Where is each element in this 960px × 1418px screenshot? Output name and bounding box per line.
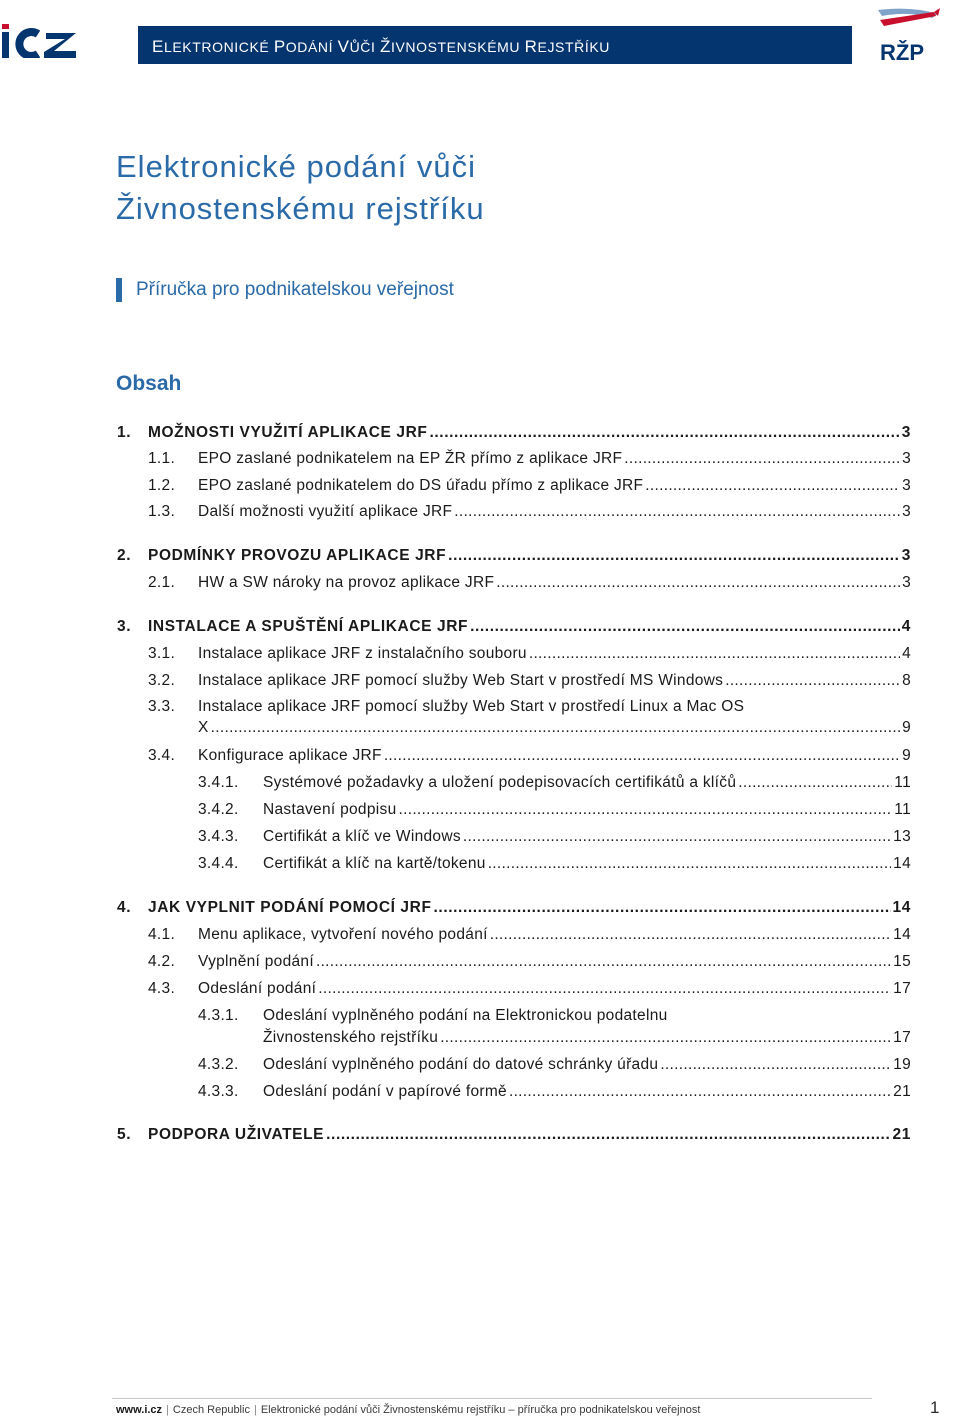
header-title-part: ŮČI [349,39,380,55]
toc-leader-dots [384,747,900,765]
toc-entry-title: Instalace aplikace JRF pomocí služby Web Start v prostředí MS Windows [198,672,724,689]
page-number: 1 [930,1398,940,1417]
toc-entry-page: 14 [893,855,911,872]
toc-entry-title: Další možnosti využití aplikace JRF [198,503,453,520]
toc-leader-dots [434,899,891,917]
toc-entry-title: Nastavení podpisu [263,801,397,818]
toc-entry-continuation[interactable] [263,1029,911,1047]
toc-entry-title: Konfigurace aplikace JRF [198,747,382,764]
toc-entry-number: 3.4. [148,747,176,764]
toc-leader-dots [624,450,900,468]
toc-leader-dots [660,1056,891,1074]
toc-entry-number: 3.4.1. [198,774,239,791]
rzp-logo [872,6,942,68]
toc-entry-title: Odeslání podání v papírové formě [263,1083,507,1100]
toc-entry-title: HW a SW nároky na provoz aplikace JRF [198,574,495,591]
toc-entry-title: Menu aplikace, vytvoření nového podání [198,926,488,943]
toc-entry-page: 11 [894,774,911,791]
toc-entry-page: 21 [892,1126,911,1143]
toc-entry-page: 11 [894,801,911,818]
toc-entry-title: EPO zaslané podnikatelem na EP ŽR přímo z aplikace JRF [198,450,623,467]
toc-entry[interactable] [148,953,911,971]
toc-entry-number: 3. [117,618,132,635]
toc-entry[interactable] [117,424,911,442]
subtitle-accent-bar [116,278,122,302]
toc-entry-page: 3 [902,450,911,467]
footer-document-name: Elektronické podání vůči Živnostenskému rejstříku – příručka pro podnikatelskou veřejnost [260,1404,701,1416]
toc-leader-dots [448,547,900,565]
header-title-cap: V [337,37,350,56]
toc-entry-title: PODPORA UŽIVATELE [148,1126,325,1143]
toc-entry-number: 5. [117,1126,132,1143]
toc-entry-page: 3 [902,477,911,494]
footer-country: Czech Republic [172,1404,250,1416]
toc-entry-number: 4.3. [148,980,176,997]
toc-entry-title: Systémové požadavky a uložení podepisovacích certifikátů a klíčů [263,774,737,791]
header-title-part: LEKTRONICKÉ [163,39,274,55]
toc-entry-page: 4 [901,618,911,635]
toc-entry[interactable] [117,1126,911,1144]
toc-entry[interactable] [198,1007,911,1025]
toc-entry-page: 14 [893,926,911,943]
toc-entry-title: JAK VYPLNIT PODÁNÍ POMOCÍ JRF [148,899,432,916]
toc-entry[interactable] [117,547,911,565]
toc-entry-number: 4.3.1. [198,1007,239,1024]
rzp-logo-text: RŽP [880,40,924,65]
header-title-part: ODÁNÍ [285,39,338,55]
footer: www.i.cz | Czech Republic | Elektronické podání vůči Živnostenskému rejstříku – příručka pro podnikatelskou veřejnost [116,1404,701,1416]
toc-leader-dots [645,477,900,495]
toc-entry-title: Odeslání vyplněného podání na Elektronickou podatelnu [263,1007,668,1024]
toc-entry-number: 3.1. [148,645,176,662]
toc-leader-dots [440,1029,891,1047]
toc-leader-dots [463,828,891,846]
toc-leader-dots [429,424,899,442]
header-title-cap: R [524,37,538,56]
toc-entry-page: 15 [893,953,911,970]
toc-entry[interactable] [148,503,911,521]
toc-entry-number: 1.3. [148,503,176,520]
toc-leader-dots [529,645,900,663]
header-title-part: EJSTŘÍKU [537,39,610,55]
toc-entry-page: 8 [902,672,911,689]
header-title-cap: P [273,37,286,56]
document-title [116,146,816,230]
toc-entry-title: Vyplnění podání [198,953,314,970]
toc-entry-page: 17 [893,1029,911,1046]
toc-leader-dots [488,855,891,873]
toc-entry-number: 1.1. [148,450,176,467]
toc-entry-title: Odeslání vyplněného podání do datové schránky úřadu [263,1056,659,1073]
toc-entry-number: 3.3. [148,698,176,715]
toc-entry[interactable] [117,899,911,917]
header-title-cap: Ž [379,37,391,56]
toc-entry-page: 3 [901,547,911,564]
toc-entry-page: 9 [902,719,911,736]
toc-entry-page: 21 [893,1083,911,1100]
toc-entry-title: Certifikát a klíč na kartě/tokenu [263,855,486,872]
toc-entry-page: 4 [902,645,911,662]
document-title-line-1: Elektronické podání vůči [116,149,477,184]
toc-entry[interactable] [148,450,911,468]
toc-entry-number: 4.1. [148,926,176,943]
toc-entry-title: Certifikát a klíč ve Windows [263,828,461,845]
footer-divider [112,1398,872,1399]
document-subtitle: Příručka pro podnikatelskou veřejnost [136,279,454,300]
toc-entry-number: 4.2. [148,953,176,970]
toc-leader-dots [211,719,900,737]
header-title [152,26,610,64]
toc-entry-number: 3.4.3. [198,828,239,845]
toc-entry-number: 1. [117,424,132,441]
icz-logo [2,24,78,58]
toc-entry-page: 14 [892,899,911,916]
toc-entry-page: 3 [902,574,911,591]
toc-entry[interactable] [148,574,911,592]
toc-entry-title: Odeslání podání [198,980,317,997]
toc-leader-dots [470,618,900,636]
toc-entry[interactable] [198,1056,911,1074]
toc-entry-title: PODMÍNKY PROVOZU APLIKACE JRF [148,547,447,564]
toc-entry[interactable] [198,774,911,792]
toc-entry-number: 4. [117,899,132,916]
toc-entry-number: 4.3.3. [198,1083,239,1100]
toc-leader-dots [490,926,891,944]
toc-entry-title: Instalace aplikace JRF z instalačního souboru [198,645,527,662]
toc-entry[interactable] [148,698,911,716]
toc-entry-number: 2.1. [148,574,176,591]
toc-entry-page: 13 [893,828,911,845]
toc-entry-number: 3.4.4. [198,855,239,872]
footer-site[interactable]: www.i.cz [116,1404,163,1416]
toc-entry-page: 17 [893,980,911,997]
toc-entry[interactable] [148,477,911,495]
toc-leader-dots [326,1126,890,1144]
toc-leader-dots [738,774,892,792]
toc-entry-title: Instalace aplikace JRF pomocí služby Web Start v prostředí Linux a Mac OS [198,698,745,715]
toc-entry-number: 1.2. [148,477,176,494]
toc-leader-dots [509,1083,891,1101]
toc-entry[interactable] [198,828,911,846]
toc-leader-dots [496,574,900,592]
toc-entry-title: INSTALACE A SPUŠTĚNÍ APLIKACE JRF [148,618,469,635]
toc-entry[interactable] [198,1083,911,1101]
toc-entry[interactable] [198,855,911,873]
toc-entry[interactable] [148,747,911,765]
toc-entry[interactable] [148,980,911,998]
toc-entry[interactable] [148,645,911,663]
toc-entry-page: 3 [902,503,911,520]
toc-leader-dots [454,503,900,521]
toc-entry[interactable] [117,618,911,636]
toc-entry-number: 4.3.2. [198,1056,239,1073]
toc-leader-dots [316,953,891,971]
header-title-cap: E [152,37,164,56]
contents-heading: Obsah [116,372,182,395]
toc-entry-title-continued: X [198,719,209,736]
toc-entry-page: 3 [901,424,911,441]
toc-entry-number: 2. [117,547,132,564]
toc-entry-page: 19 [893,1056,911,1073]
toc-entry-number: 3.2. [148,672,176,689]
header-bar [138,26,852,64]
document-title-line-2: Živnostenskému rejstříku [116,191,485,226]
toc-entry-continuation[interactable] [198,719,911,737]
toc-entry-title: EPO zaslané podnikatelem do DS úřadu přímo z aplikace JRF [198,477,644,494]
toc-leader-dots [399,801,893,819]
header-title-part: IVNOSTENSKÉMU [390,39,525,55]
toc-leader-dots [318,980,891,998]
toc-entry-title-continued: Živnostenského rejstříku [263,1029,439,1046]
toc-entry-number: 3.4.2. [198,801,239,818]
toc-entry[interactable] [198,801,911,819]
toc-entry-title: MOŽNOSTI VYUŽITÍ APLIKACE JRF [148,424,428,441]
toc-entry-page: 9 [902,747,911,764]
toc-entry[interactable] [148,672,911,690]
toc-entry[interactable] [148,926,911,944]
toc-leader-dots [725,672,900,690]
